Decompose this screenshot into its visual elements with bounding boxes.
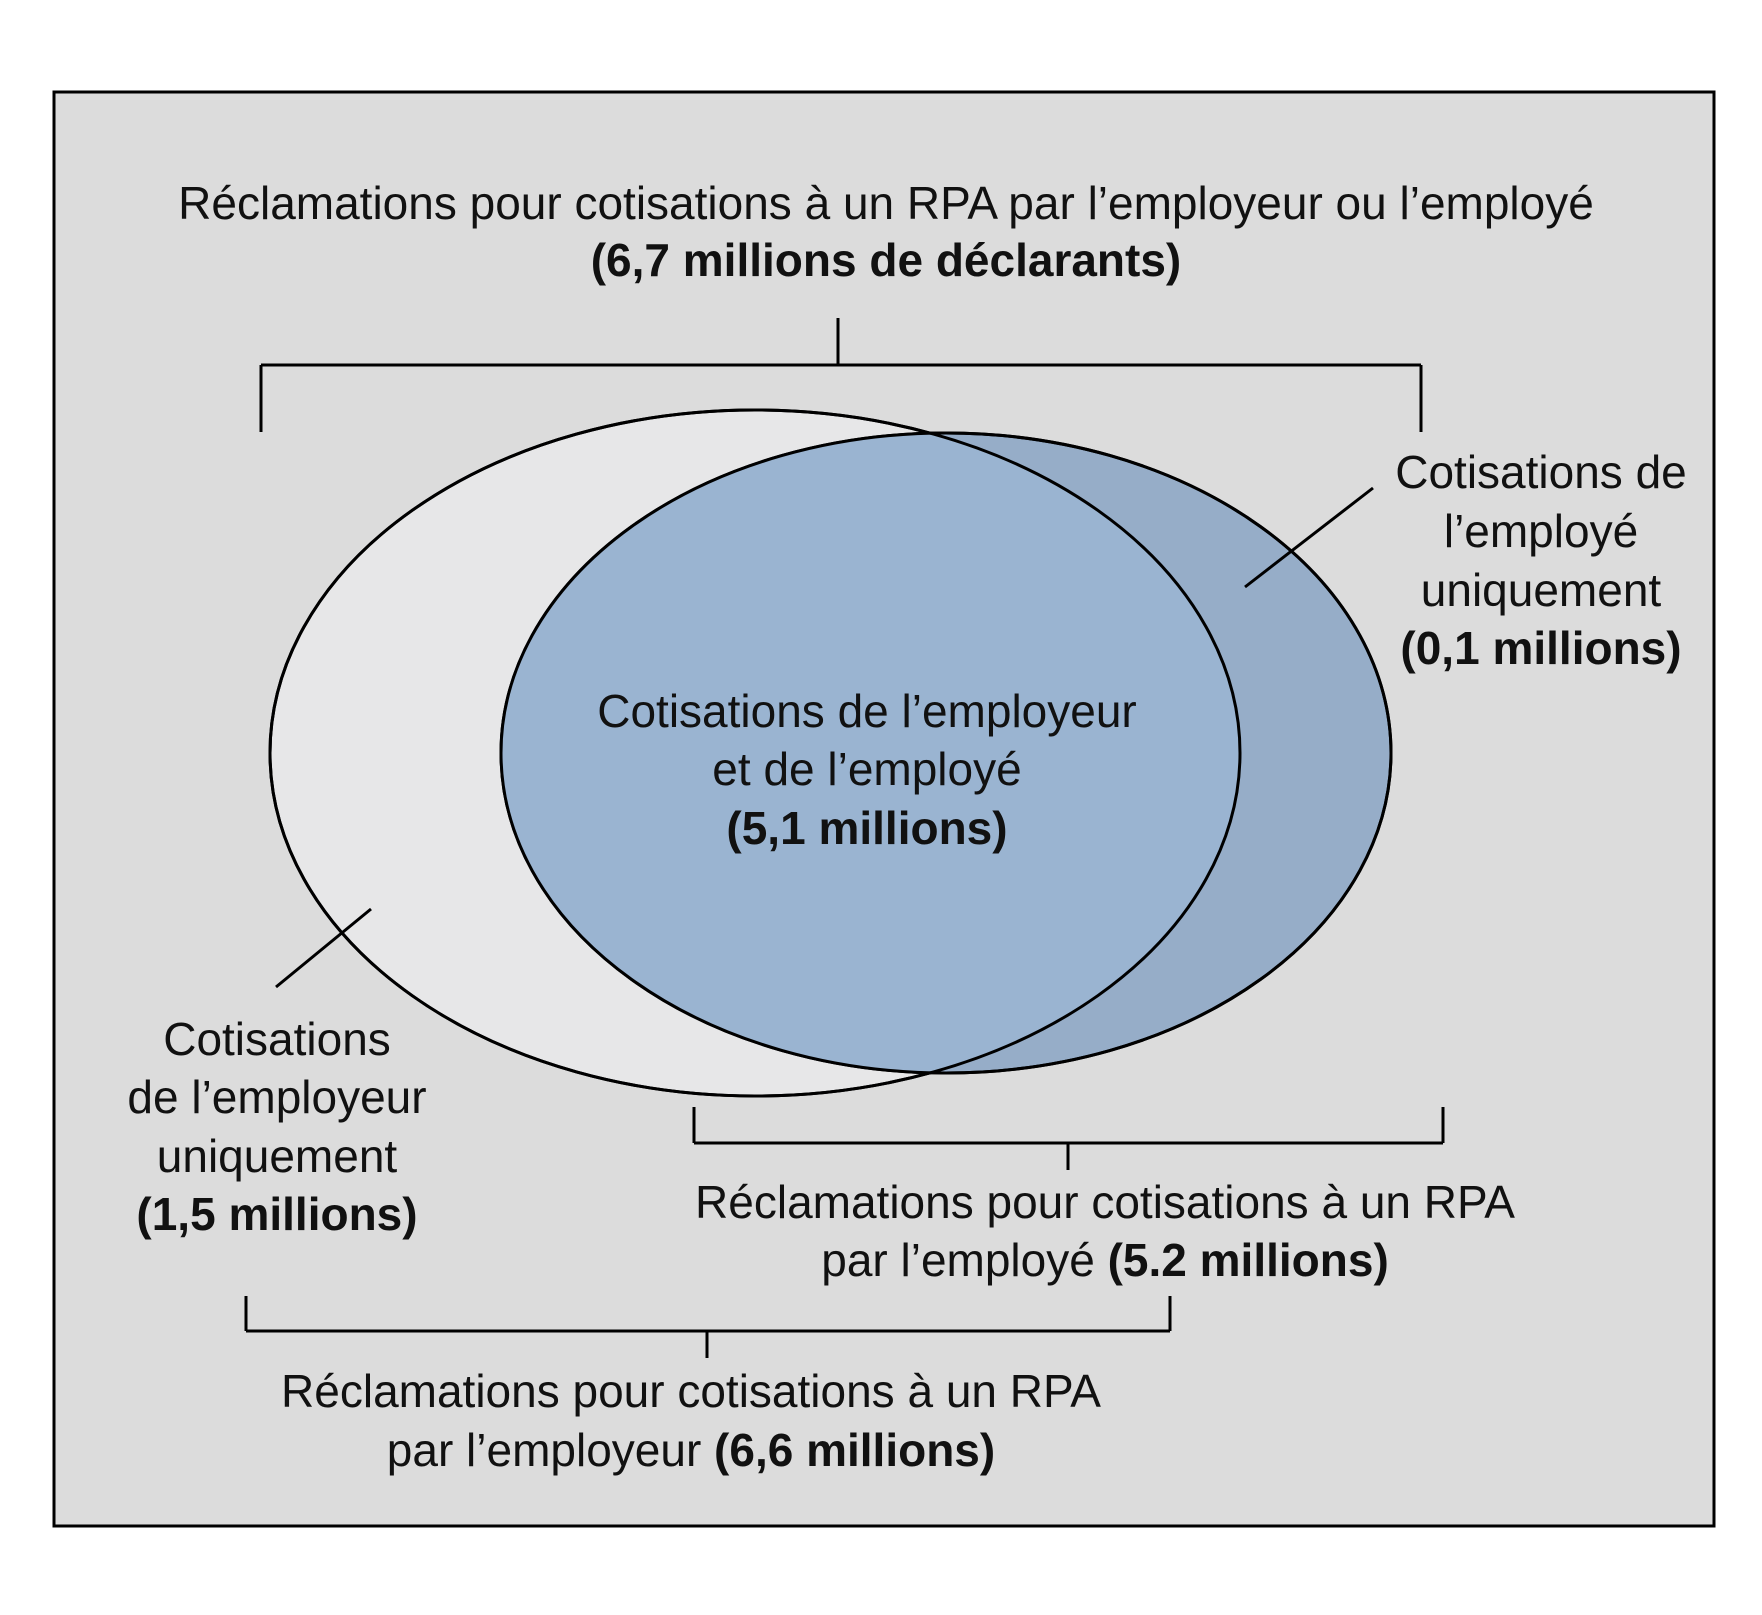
employer-total-line1: Réclamations pour cotisations à un RPA (281, 1365, 1101, 1417)
top-label-line1: Réclamations pour cotisations à un RPA par l’employeur ou l’employé (178, 177, 1594, 229)
employer-total-line2 (387, 1424, 995, 1476)
employee-total-value: (5.2 millions) (1107, 1234, 1389, 1286)
employer-only-value: (1,5 millions) (136, 1188, 418, 1240)
employer-only-line1: Cotisations (163, 1013, 391, 1065)
employee-only-line3: uniquement (1420, 564, 1662, 616)
both-line1: Cotisations de l’employeur (597, 685, 1137, 737)
employer-only-line3: uniquement (156, 1130, 398, 1182)
employer-only-line2: de l’employeur (127, 1071, 427, 1123)
employer-total-value: (6,6 millions) (714, 1424, 996, 1476)
employee-only-value: (0,1 millions) (1400, 622, 1682, 674)
both-line2: et de l’employé (712, 743, 1022, 795)
employer-total-text: par l’employeur (386, 1424, 715, 1476)
employee-only-line1: Cotisations de (1395, 446, 1687, 498)
employee-total-text: par l’employé (821, 1234, 1108, 1286)
both-value: (5,1 millions) (726, 802, 1008, 854)
top-label-value: (6,7 millions de déclarants) (590, 234, 1182, 286)
employee-total-line2 (821, 1234, 1389, 1286)
employee-total-line1: Réclamations pour cotisations à un RPA (695, 1176, 1515, 1228)
employee-only-line2: l’employé (1443, 505, 1639, 557)
